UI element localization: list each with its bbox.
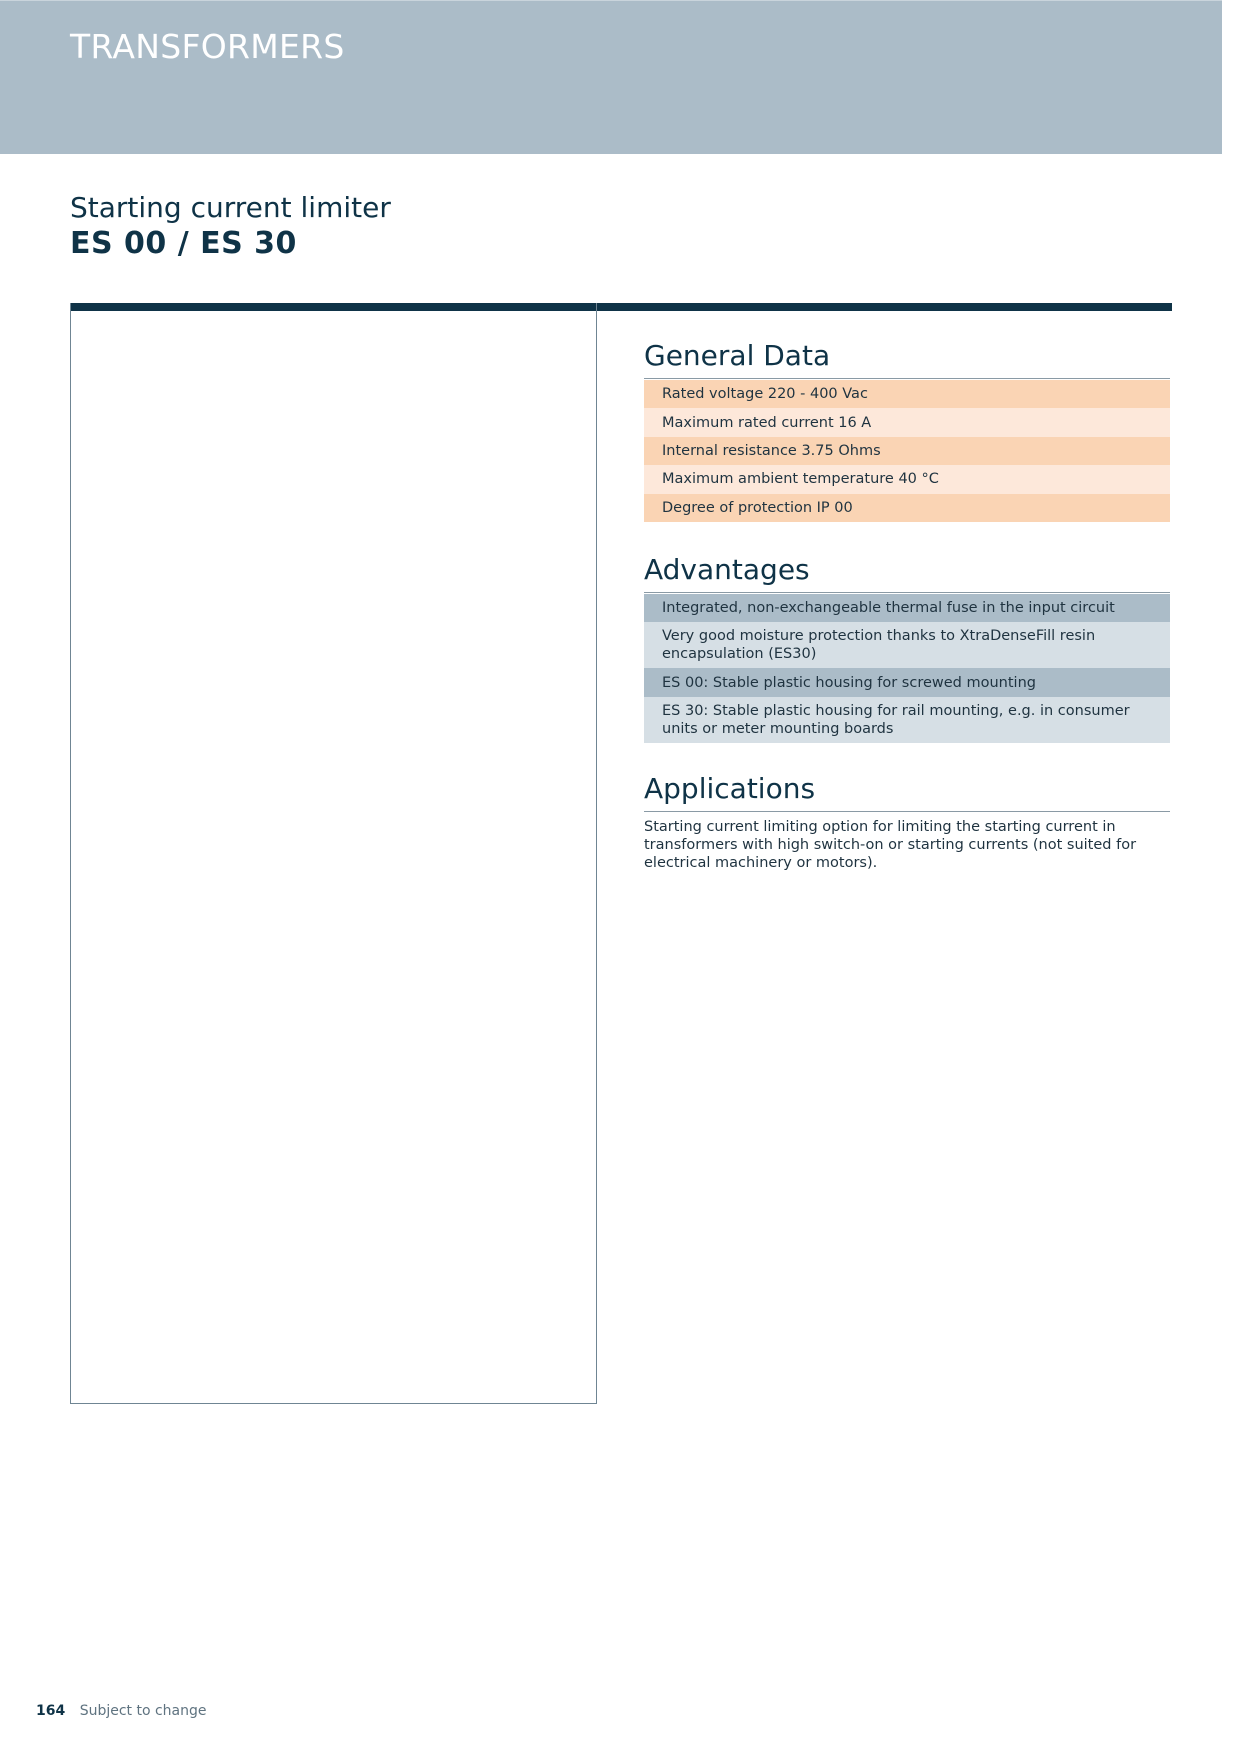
product-heading xyxy=(70,190,391,262)
general-data-item: Internal resistance 3.75 Ohms xyxy=(644,437,1170,465)
applications-text: Starting current limiting option for limiting the starting current in transformers with high switch-on or starting currents (not suited for electrical machinery or motors). xyxy=(644,818,1137,871)
section-title: TRANSFORMERS xyxy=(70,27,345,66)
general-data-item: Rated voltage 220 - 400 Vac xyxy=(644,380,1170,408)
advantage-item: ES 00: Stable plastic housing for screwed mounting xyxy=(644,668,1170,696)
product-subtitle: Starting current limiter xyxy=(70,191,391,224)
applications-section xyxy=(644,769,1170,872)
advantage-item: Very good moisture protection thanks to XtraDenseFill resin encapsulation (ES30) xyxy=(644,622,1170,668)
advantages-section xyxy=(644,550,1170,743)
general-data-item: Degree of protection IP 00 xyxy=(644,494,1170,522)
advantages-heading: Advantages xyxy=(644,550,1170,593)
advantages-list xyxy=(644,594,1170,743)
general-data-list xyxy=(644,380,1170,522)
general-data-item: Maximum ambient temperature 40 °C xyxy=(644,465,1170,493)
advantage-item: Integrated, non-exchangeable thermal fuse in the input circuit xyxy=(644,594,1170,622)
applications-heading: Applications xyxy=(644,769,1170,812)
advantage-item: ES 30: Stable plastic housing for rail mounting, e.g. in consumer units or meter mounting boards xyxy=(644,697,1170,743)
spec-column xyxy=(644,336,1170,872)
general-data-item: Maximum rated current 16 A xyxy=(644,408,1170,436)
page-number: 164 xyxy=(36,1703,66,1719)
general-data-section xyxy=(644,336,1170,522)
footer-note: Subject to change xyxy=(79,1703,207,1719)
product-image-frame xyxy=(70,303,597,1404)
header-band xyxy=(0,0,1222,154)
product-title: ES 00 / ES 30 xyxy=(70,226,297,261)
general-data-heading: General Data xyxy=(644,336,1170,379)
page-footer xyxy=(36,1703,207,1719)
